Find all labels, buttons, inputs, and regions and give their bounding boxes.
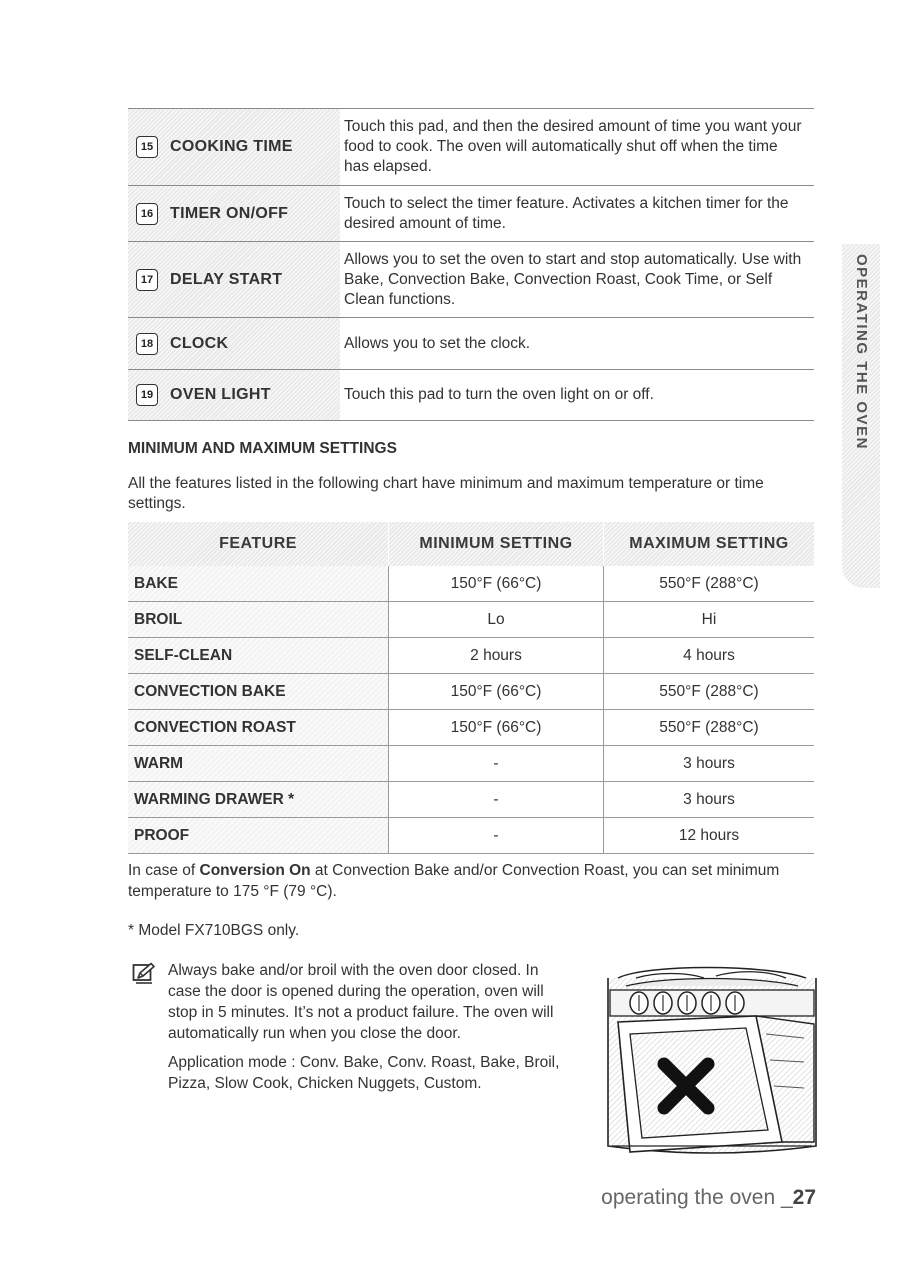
feature-number-badge: 16 — [136, 203, 158, 225]
feature-pad-table — [128, 108, 814, 421]
feature-cell: BROIL — [128, 602, 389, 638]
maximum-cell: 550°F (288°C) — [604, 566, 815, 602]
feature-name: TIMER ON/OFF — [170, 204, 289, 222]
feature-row-oven-light — [128, 370, 814, 421]
section-heading: MINIMUM AND MAXIMUM SETTINGS — [128, 440, 397, 457]
minimum-cell: Lo — [389, 602, 604, 638]
feature-label-cell — [128, 186, 340, 241]
maximum-cell: 3 hours — [604, 746, 815, 782]
feature-label-cell — [128, 318, 340, 369]
minimum-cell: 150°F (66°C) — [389, 566, 604, 602]
feature-row-delay-start — [128, 242, 814, 318]
feature-label-cell — [128, 109, 340, 185]
feature-row-cooking-time — [128, 108, 814, 186]
feature-cell: BAKE — [128, 566, 389, 602]
feature-cell: WARM — [128, 746, 389, 782]
settings-table — [128, 522, 814, 854]
model-footnote: * Model FX710BGS only. — [128, 922, 300, 939]
minimum-cell: - — [389, 746, 604, 782]
feature-description: Touch this pad to turn the oven light on or off. — [344, 386, 654, 403]
maximum-cell: 4 hours — [604, 638, 815, 674]
feature-label-cell — [128, 242, 340, 317]
table-row — [128, 818, 814, 854]
minimum-cell: 2 hours — [389, 638, 604, 674]
feature-cell: WARMING DRAWER * — [128, 782, 389, 818]
table-row — [128, 602, 814, 638]
note-icon — [132, 962, 156, 984]
feature-cell: CONVECTION BAKE — [128, 674, 389, 710]
feature-cell: PROOF — [128, 818, 389, 854]
table-row — [128, 674, 814, 710]
feature-name: OVEN LIGHT — [170, 386, 271, 403]
feature-cell: SELF-CLEAN — [128, 638, 389, 674]
table-row — [128, 638, 814, 674]
conversion-note-prefix: In case of — [128, 862, 200, 879]
feature-description: Allows you to set the oven to start and stop automatically. Use with Bake, Convection Bake, Convection Roast, Cook Time, or Self Clean functions. — [344, 251, 802, 308]
footer-section-name: operating the oven _ — [601, 1186, 793, 1209]
feature-name: DELAY START — [170, 270, 283, 288]
page-number: 27 — [792, 1186, 816, 1209]
table-row — [128, 566, 814, 602]
column-header-maximum: MAXIMUM SETTING — [604, 522, 815, 566]
table-row — [128, 782, 814, 818]
application-mode-text: Application mode : Conv. Bake, Conv. Roast, Bake, Broil, Pizza, Slow Cook, Chicken Nuggets, Custom. — [168, 1054, 560, 1092]
feature-row-timer — [128, 186, 814, 242]
oven-door-open-illustration — [606, 964, 818, 1160]
feature-name: COOKING TIME — [170, 138, 293, 155]
feature-description: Touch this pad, and then the desired amount of time you want your food to cook. The oven will automatically shut off when the time has elapsed. — [344, 118, 802, 175]
feature-row-clock — [128, 318, 814, 370]
maximum-cell: Hi — [604, 602, 815, 638]
minimum-cell: 150°F (66°C) — [389, 710, 604, 746]
column-header-minimum: MINIMUM SETTING — [389, 522, 604, 566]
maximum-cell: 550°F (288°C) — [604, 674, 815, 710]
minimum-cell: - — [389, 818, 604, 854]
feature-number-badge: 17 — [136, 269, 158, 291]
conversion-note-suffix: at Convection Bake and/or Convection Roast, you can set minimum temperature to 175 °F (79 °C). — [128, 862, 780, 900]
feature-label-cell — [128, 370, 340, 420]
minimum-cell: 150°F (66°C) — [389, 674, 604, 710]
conversion-note-emphasis: Conversion On — [199, 862, 311, 879]
feature-number-badge: 18 — [136, 333, 158, 355]
table-row — [128, 710, 814, 746]
feature-description: Touch to select the timer feature. Activates a kitchen timer for the desired amount of time. — [344, 195, 789, 232]
maximum-cell: 550°F (288°C) — [604, 710, 815, 746]
column-header-feature: FEATURE — [219, 535, 297, 552]
table-row — [128, 746, 814, 782]
section-intro: All the features listed in the following chart have minimum and maximum temperature or time settings. — [128, 475, 764, 512]
minimum-cell: - — [389, 782, 604, 818]
maximum-cell: 3 hours — [604, 782, 815, 818]
conversion-note — [128, 860, 818, 902]
feature-name: CLOCK — [170, 334, 229, 352]
table-header-row — [128, 522, 814, 566]
feature-cell: CONVECTION ROAST — [128, 710, 389, 746]
note-text: Always bake and/or broil with the oven door closed. In case the door is opened during the operation, oven will stop in 5 minutes. It’s not a product failure. The oven will automatically run when you close the door. — [168, 962, 554, 1042]
maximum-cell: 12 hours — [604, 818, 815, 854]
feature-number-badge: 15 — [136, 136, 158, 158]
feature-description: Allows you to set the clock. — [344, 334, 531, 352]
page-footer — [601, 1186, 816, 1210]
section-side-tab-label: OPERATING THE OVEN — [853, 254, 870, 450]
feature-number-badge: 19 — [136, 384, 158, 406]
